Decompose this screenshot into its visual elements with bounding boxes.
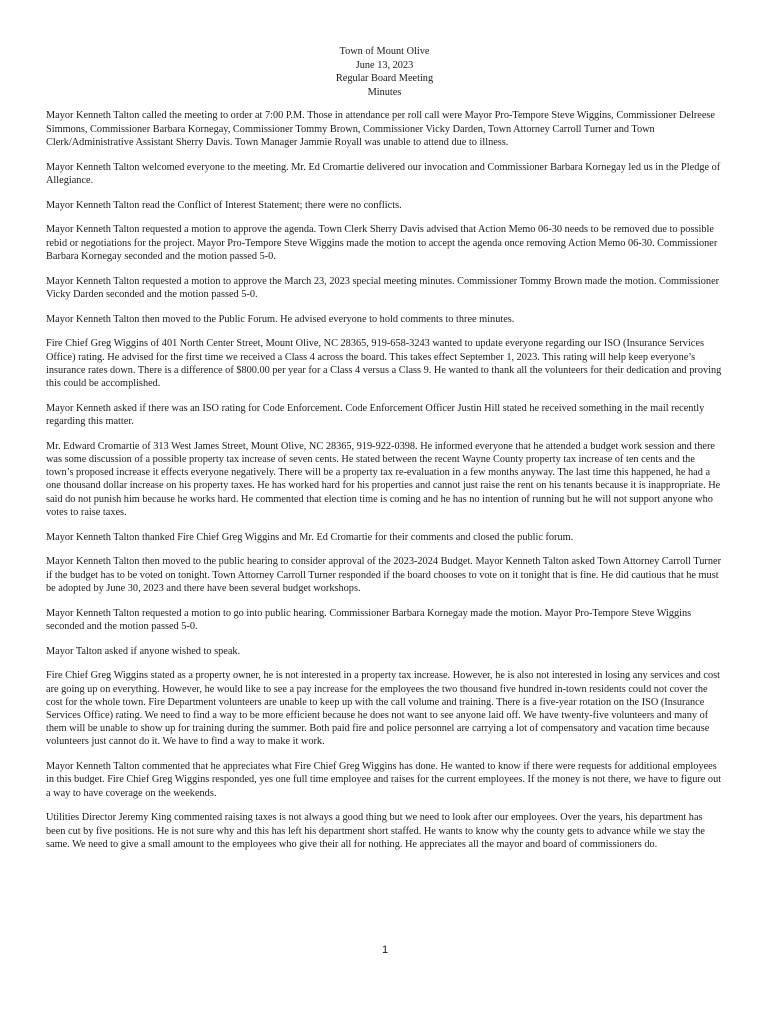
paragraph-public-forum: Mayor Kenneth Talton then moved to the Public Forum. He advised everyone to hold comments to three minutes. — [46, 313, 515, 325]
document-header — [46, 45, 723, 99]
paragraph-welcome: Mayor Kenneth Talton welcomed everyone to the meeting. Mr. Ed Cromartie delivered our invocation and Commissioner Barbara Kornegay led us in the Pledge of Allegiance. — [46, 161, 721, 186]
paragraph-iso-rating: Fire Chief Greg Wiggins of 401 North Center Street, Mount Olive, NC 28365, 919-658-3243 wanted to update everyone regarding our ISO (Insurance Services Office) rating. He advised for the first time we received a Class 4 across the board. This takes effect September 1, 2023. This rating will help keep everyone’s insurance rates down. There is a difference of $800.00 per year for a Class 4 versus a Class 9. He wanted to thank all the volunteers for their dedication and proving this could be accomplished. — [46, 338, 722, 389]
page-number: 1 — [381, 944, 389, 956]
paragraph-mayor-comment: Mayor Kenneth Talton commented that he appreciates what Fire Chief Greg Wiggins has done. He wanted to know if there were requests for additional employees in this budget. Fire Chief Greg Wiggins responded, yes one full time employee and raises for the current employees. If the money is not there, we have to figure out a way to have coverage on the weekends. — [46, 761, 722, 799]
paragraph-agenda: Mayor Kenneth Talton requested a motion to approve the agenda. Town Clerk Sherry Davis advised that Action Memo 06-30 needs to be removed due to possible rebid or negotiations for the project. Mayor Pro-Tempore Steve Wiggins made the motion to accept the agenda once removing Action Memo 06-30. Commissioner Barbara Kornegay seconded and the motion passed 5-0. — [46, 224, 718, 262]
paragraph-cromartie-comments: Mr. Edward Cromartie of 313 West James Street, Mount Olive, NC 28365, 919-922-0398. He informed everyone that he attended a budget work session and there was some discussion of a possible property tax increase of seven cents. He stated between the recent Wayne County property tax increase of ten cents and the town’s proposed increase it effects everyone negatively. There will be a property tax re-evaluation in a few months anyway. The last time this happened, he had a one thousand dollar increase on his property taxes. He has worked hard for his properties and cannot just raise the rent on his tenants because it is inappropriate. He said do not punish him because he works hard. He commented that election time is coming and he has no intention of running but he will not support anyone who votes to raise taxes. — [46, 440, 721, 518]
paragraph-call-to-order: Mayor Kenneth Talton called the meeting to order at 7:00 P.M. Those in attendance per roll call were Mayor Pro-Tempore Steve Wiggins, Commissioner Delreese Simmons, Commissioner Barbara Kornegay, Commissioner Tommy Brown, Commissioner Vicky Darden, Town Attorney Carroll Turner and Town Clerk/Administrative Assistant Sherry Davis. Town Manager Jammie Royall was unable to attend due to illness. — [46, 110, 715, 148]
paragraph-speakers: Mayor Talton asked if anyone wished to speak. — [46, 645, 241, 657]
town-name: Town of Mount Olive — [339, 46, 430, 57]
meeting-type: Regular Board Meeting — [335, 73, 434, 85]
paragraph-conflict-of-interest: Mayor Kenneth Talton read the Conflict of Interest Statement; there were no conflicts. — [46, 199, 402, 211]
paragraph-utilities-director: Utilities Director Jeremy King commented raising taxes is not always a good thing but we need to look after our employees. Over the years, his department has been cut by five positions. He is not sure why and this has left his department short staffed. He wants to know why the county gets to advance while we stay the same. We need to give a small amount to the employees who give their all for nothing. He appreciates all the mayor and board of commissioners do. — [46, 812, 705, 850]
paragraph-hearing-motion: Mayor Kenneth Talton requested a motion to go into public hearing. Commissioner Barbara Kornegay made the motion. Mayor Pro-Tempore Steve Wiggins seconded and the motion passed 5-0. — [46, 607, 692, 632]
paragraph-minutes-approval: Mayor Kenneth Talton requested a motion to approve the March 23, 2023 special meeting minutes. Commissioner Tommy Brown made the motion. Commissioner Vicky Darden seconded and the motion passed 5-0. — [46, 275, 720, 300]
meeting-date: June 13, 2023 — [355, 59, 414, 71]
paragraph-forum-closed: Mayor Kenneth Talton thanked Fire Chief Greg Wiggins and Mr. Ed Cromartie for their comments and closed the public forum. — [46, 531, 574, 543]
paragraph-fire-chief-statement: Fire Chief Greg Wiggins stated as a property owner, he is not interested in a property tax increase. However, he is also not interested in losing any services and cost are going up on everything. However, he would like to see a pay increase for the employees the two thousand five hundred in-town residents could not cover the cost for the whole town. Fire Department volunteers are unable to keep up with the call volume and training. There is a five-year rotation on the ISO (Insurance Services Office) rating. We need to find a way to be more efficient because he does not want to see anyone laid off. We have twenty-five volunteers and many of them will be unable to show up for training during the summer. Both paid fire and police personnel are carrying a lot of compensatory and vacation time because volunteers just cannot do it. We have to find a way to make it work. — [46, 670, 720, 748]
document-type: Minutes — [367, 86, 402, 98]
paragraph-budget-hearing: Mayor Kenneth Talton then moved to the public hearing to consider approval of the 2023-2024 Budget. Mayor Kenneth Talton asked Town Attorney Carroll Turner if the budget has to be voted on tonight. Town Attorney Carroll Turner responded if the board chooses to vote on it tonight that is fine. He did cautious that he must be adopted by June 30, 2023 and there have been several budget workshops. — [46, 556, 722, 594]
paragraph-code-enforcement: Mayor Kenneth asked if there was an ISO rating for Code Enforcement. Code Enforcement Officer Justin Hill stated he received something in the mail recently regarding this matter. — [46, 402, 705, 427]
